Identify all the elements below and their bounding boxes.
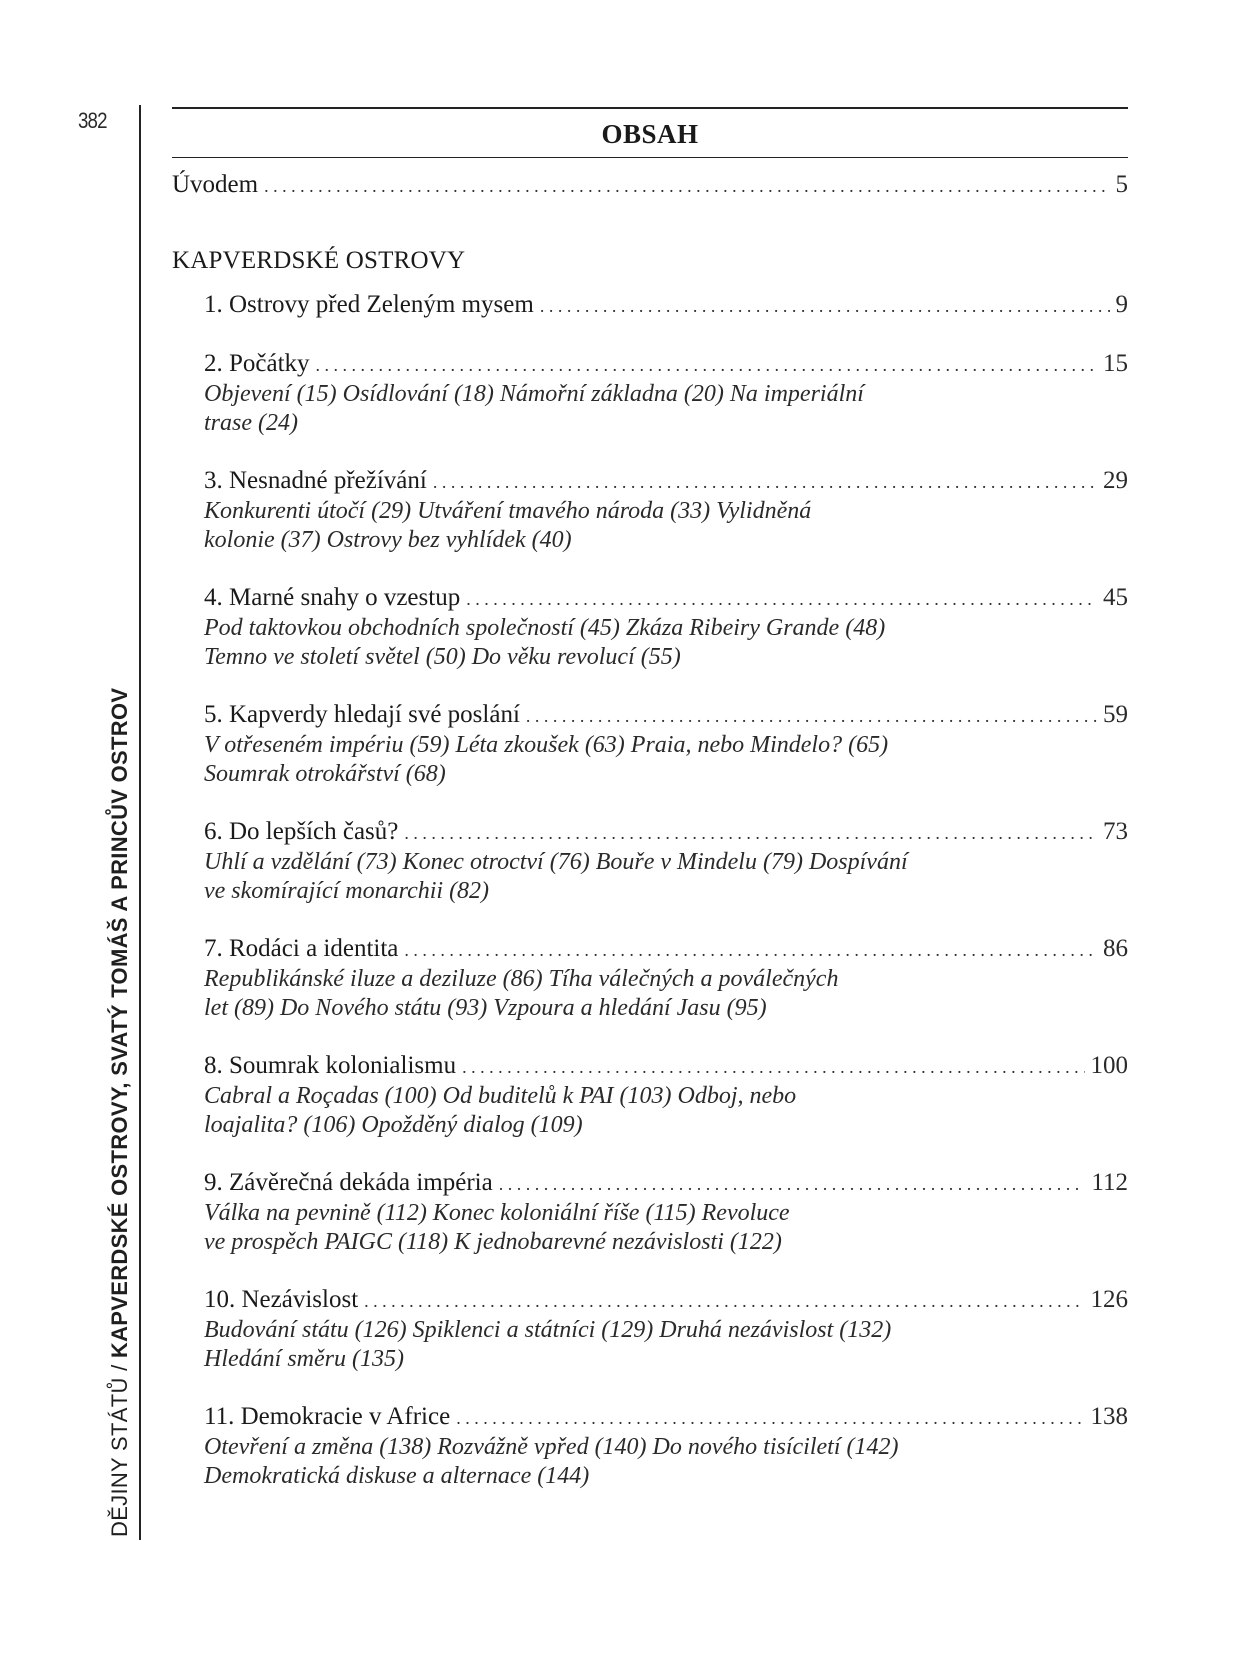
toc-entry-chapter-6[interactable] xyxy=(204,817,1128,848)
chapter-page-number: 138 xyxy=(1090,1403,1128,1430)
toc-chapter xyxy=(204,290,1128,321)
toc-entry-intro[interactable] xyxy=(172,170,1128,201)
chapter-subtopics-line: Válka na pevnině (112) Konec koloniální říše (115) Revoluce xyxy=(204,1200,790,1226)
toc-chapter xyxy=(204,1051,1128,1140)
chapter-subtopics-line: Konkurenti útočí (29) Utváření tmavého národa (33) Vylidněná xyxy=(204,498,812,524)
chapter-subtopics-line: Pod taktovkou obchodních společností (45) Zkáza Ribeiry Grande (48) xyxy=(204,615,886,641)
entry-label: Úvodem xyxy=(172,171,259,198)
toc-chapter xyxy=(204,934,1128,1023)
chapter-title: 8. Soumrak kolonialismu xyxy=(204,1052,457,1079)
toc-chapter xyxy=(204,349,1128,438)
chapter-title: 10. Nezávislost xyxy=(204,1286,359,1313)
chapter-page-number: 73 xyxy=(1103,818,1128,845)
dot-leader xyxy=(404,935,1097,965)
chapter-subtopics-line: Cabral a Roçadas (100) Od buditelů k PAI (103) Odboj, nebo xyxy=(204,1083,797,1109)
toc-chapter xyxy=(204,466,1128,555)
page-number: 382 xyxy=(78,108,107,133)
chapter-title: 1. Ostrovy před Zeleným mysem xyxy=(204,291,534,318)
chapter-subtopics-line: Hledání směru (135) xyxy=(204,1346,404,1372)
top-rule xyxy=(172,107,1128,109)
dot-leader xyxy=(526,701,1097,731)
toc-entry-chapter-3[interactable] xyxy=(204,466,1128,497)
toc-chapter xyxy=(204,700,1128,789)
chapter-subtopics-line: ve prospěch PAIGC (118) K jednobarevné nezávislosti (122) xyxy=(204,1229,782,1255)
chapter-title: 3. Nesnadné přežívání xyxy=(204,467,427,494)
toc-entry-chapter-7[interactable] xyxy=(204,934,1128,965)
chapter-title: 6. Do lepších časů? xyxy=(204,818,399,845)
chapter-title: 4. Marné snahy o vzestup xyxy=(204,584,461,611)
toc-chapter xyxy=(204,817,1128,906)
chapter-page-number: 29 xyxy=(1103,467,1128,494)
chapter-subtopics-line: loajalita? (106) Opožděný dialog (109) xyxy=(204,1112,583,1138)
toc-entry-chapter-10[interactable] xyxy=(204,1285,1128,1316)
toc-title: OBSAH xyxy=(601,118,699,149)
dot-leader xyxy=(404,818,1097,848)
chapter-title: 7. Rodáci a identita xyxy=(204,935,399,962)
chapter-subtopics-line: V otřeseném impériu (59) Léta zkoušek (63) Praia, nebo Mindelo? (65) xyxy=(204,732,889,758)
toc-chapter xyxy=(204,583,1128,672)
dot-leader xyxy=(462,1052,1084,1082)
chapter-title: 2. Počátky xyxy=(204,350,310,377)
chapter-subtopics-line: ve skomírající monarchii (82) xyxy=(204,878,490,904)
chapter-subtopics-line: Otevření a změna (138) Rozvážně vpřed (140) Do nového tisíciletí (142) xyxy=(204,1434,899,1460)
entry-page-number: 5 xyxy=(1115,171,1128,198)
toc-chapter xyxy=(204,1285,1128,1374)
running-title-vertical xyxy=(107,688,133,1537)
chapter-page-number: 100 xyxy=(1090,1052,1128,1079)
series-title: DĚJINY STÁTŮ xyxy=(107,1377,132,1537)
chapter-page-number: 45 xyxy=(1103,584,1128,611)
title-separator: / xyxy=(107,1358,132,1378)
chapter-subtopics-line: kolonie (37) Ostrovy bez vyhlídek (40) xyxy=(204,527,572,553)
toc-entry-chapter-5[interactable] xyxy=(204,700,1128,731)
dot-leader xyxy=(466,584,1097,614)
chapter-page-number: 86 xyxy=(1103,935,1128,962)
toc-entry-chapter-4[interactable] xyxy=(204,583,1128,614)
toc-entry-chapter-1[interactable] xyxy=(204,290,1128,321)
chapter-page-number: 112 xyxy=(1091,1169,1128,1196)
title-rule xyxy=(172,157,1128,159)
toc-chapter xyxy=(204,1168,1128,1257)
dot-leader xyxy=(316,350,1097,380)
toc-entry-chapter-2[interactable] xyxy=(204,349,1128,380)
chapter-subtopics-line: trase (24) xyxy=(204,410,298,436)
dot-leader xyxy=(433,467,1097,497)
margin-rule xyxy=(139,105,141,1540)
toc-entry-chapter-8[interactable] xyxy=(204,1051,1128,1082)
chapter-subtopics-line: Budování státu (126) Spiklenci a státníci (129) Druhá nezávislost (132) xyxy=(204,1317,892,1343)
toc-entry-chapter-9[interactable] xyxy=(204,1168,1128,1199)
chapter-list xyxy=(172,290,1128,1491)
chapter-subtopics-line: Uhlí a vzdělání (73) Konec otroctví (76) Bouře v Mindelu (79) Dospívání xyxy=(204,849,908,875)
chapter-title: 11. Demokracie v Africe xyxy=(204,1403,451,1430)
dot-leader xyxy=(456,1403,1084,1433)
table-of-contents xyxy=(172,107,1128,1491)
section-heading: KAPVERDSKÉ OSTROVY xyxy=(172,247,466,274)
book-title: KAPVERDSKÉ OSTROVY, SVATÝ TOMÁŠ A PRINCŮV OSTROV xyxy=(107,687,132,1359)
chapter-page-number: 59 xyxy=(1103,701,1128,728)
dot-leader xyxy=(264,171,1109,201)
chapter-subtopics-line: Republikánské iluze a deziluze (86) Tíha válečných a poválečných xyxy=(204,966,839,992)
chapter-title: 5. Kapverdy hledají své poslání xyxy=(204,701,520,728)
chapter-subtopics-line: Demokratická diskuse a alternace (144) xyxy=(204,1463,590,1489)
dot-leader xyxy=(540,291,1110,321)
chapter-subtopics-line: Objevení (15) Osídlování (18) Námořní základna (20) Na imperiální xyxy=(204,381,864,407)
dot-leader xyxy=(499,1169,1086,1199)
chapter-subtopics-line: Temno ve století světel (50) Do věku revolucí (55) xyxy=(204,644,681,670)
toc-entry-chapter-11[interactable] xyxy=(204,1402,1128,1433)
chapter-page-number: 9 xyxy=(1115,291,1128,318)
chapter-subtopics-line: Soumrak otrokářství (68) xyxy=(204,761,446,787)
chapter-title: 9. Závěrečná dekáda impéria xyxy=(204,1169,493,1196)
chapter-subtopics-line: let (89) Do Nového státu (93) Vzpoura a hledání Jasu (95) xyxy=(204,995,767,1021)
chapter-page-number: 15 xyxy=(1103,350,1128,377)
toc-chapter xyxy=(204,1402,1128,1491)
dot-leader xyxy=(364,1286,1084,1316)
chapter-page-number: 126 xyxy=(1090,1286,1128,1313)
